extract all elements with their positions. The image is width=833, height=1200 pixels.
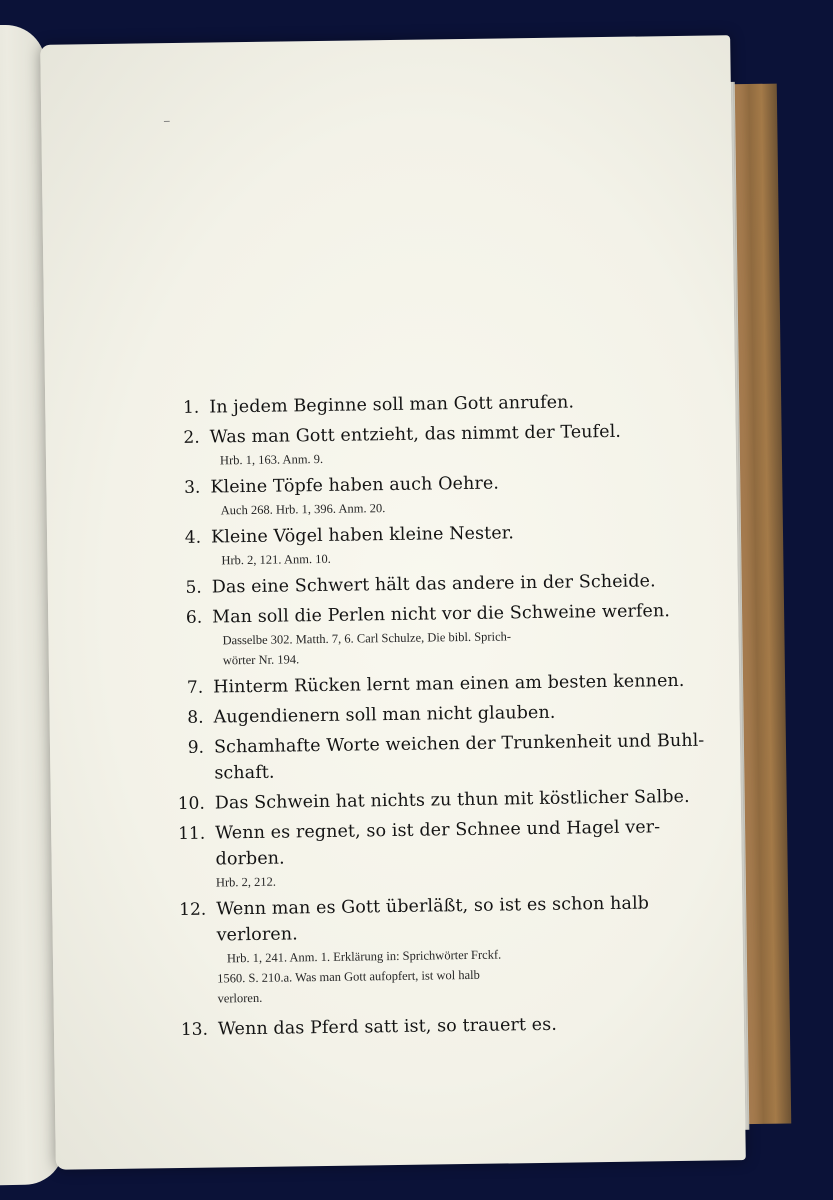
proverb-text: Kleine Vögel haben kleine Nester. [210,523,515,548]
proverb-number: 10. [177,793,205,815]
proverb-entry-4 [159,517,740,571]
proverb-note: Hrb. 1, 163. Anm. 9. [219,451,324,468]
proverb-number: 2. [183,427,200,448]
proverb-text: Man soll die Perlen nicht vor die Schweine werfen. [212,601,671,628]
proverb-text: Wenn es regnet, so ist der Schnee und Hagel ver- [215,817,661,844]
proverb-entry-11 [163,813,744,893]
proverb-entry-7 [161,667,741,701]
proverb-entry-9 [162,727,743,787]
proverb-entry-10 [163,783,743,817]
proverb-note-continued: 1560. S. 210.a. Was man Gott aufopfert, ist wol halb [217,967,480,986]
proverb-number: 13. [180,1019,209,1041]
page-dash: – [163,113,171,130]
proverb-note: Hrb. 1, 241. Anm. 1. Erklärung in: Sprichwörter Frckf. [226,947,502,966]
proverb-text: Kleine Töpfe haben auch Oehre. [210,473,500,498]
proverb-entry-5 [160,567,740,601]
proverb-text: In jedem Beginne soll man Gott anrufen. [209,392,575,418]
proverb-text: Wenn das Pferd satt ist, so trauert es. [217,1014,558,1040]
proverb-entry-6 [160,597,741,671]
proverb-text: Hinterm Rücken lernt man einen am besten kennen. [213,670,685,698]
proverb-number: 3. [184,477,201,498]
proverb-number: 11. [178,823,206,845]
proverb-text: Augendienern soll man nicht glauben. [213,702,556,728]
proverb-note: Auch 268. Hrb. 1, 396. Anm. 20. [220,501,386,518]
proverb-note-continued-2: verloren. [217,990,263,1006]
proverb-text: Wenn man es Gott überläßt, so ist es schon halb [216,893,650,920]
proverb-number: 9. [187,737,205,758]
proverb-number: 4. [184,527,202,548]
proverb-number: 1. [182,397,200,418]
proverb-entry-1 [157,387,737,421]
proverb-entry-12 [164,889,746,1009]
proverb-number: 8. [187,707,204,728]
proverb-text: Schamhafte Worte weichen der Trunkenheit und Buhl- [213,730,705,758]
proverb-note: Dasselbe 302. Matth. 7, 6. Carl Schulze, Die bibl. Sprich- [222,629,512,648]
proverb-text: Was man Gott entzieht, das nimmt der Teufel. [209,421,622,448]
proverb-number: 12. [179,899,207,921]
proverb-list [157,387,746,1047]
proverb-text: Das Schwein hat nichts zu thun mit köstlicher Salbe. [214,786,690,814]
proverb-number: 6. [185,607,203,628]
proverb-text-continued: dorben. [215,848,285,870]
proverb-text-continued: schaft. [214,762,275,784]
proverb-number: 5. [185,577,202,598]
proverb-text: Das eine Schwert hält das andere in der Scheide. [211,571,656,598]
proverb-note-continued: wörter Nr. 194. [222,652,300,668]
proverb-number: 7. [186,677,204,698]
proverb-entry-3 [158,467,739,521]
proverb-entry-2 [158,417,739,471]
proverb-note: Hrb. 2, 212. [215,874,277,890]
book-page [40,35,746,1170]
proverb-text-continued: verloren. [216,924,298,946]
proverb-note: Hrb. 2, 121. Anm. 10. [221,551,331,568]
proverb-entry-8 [161,697,741,731]
